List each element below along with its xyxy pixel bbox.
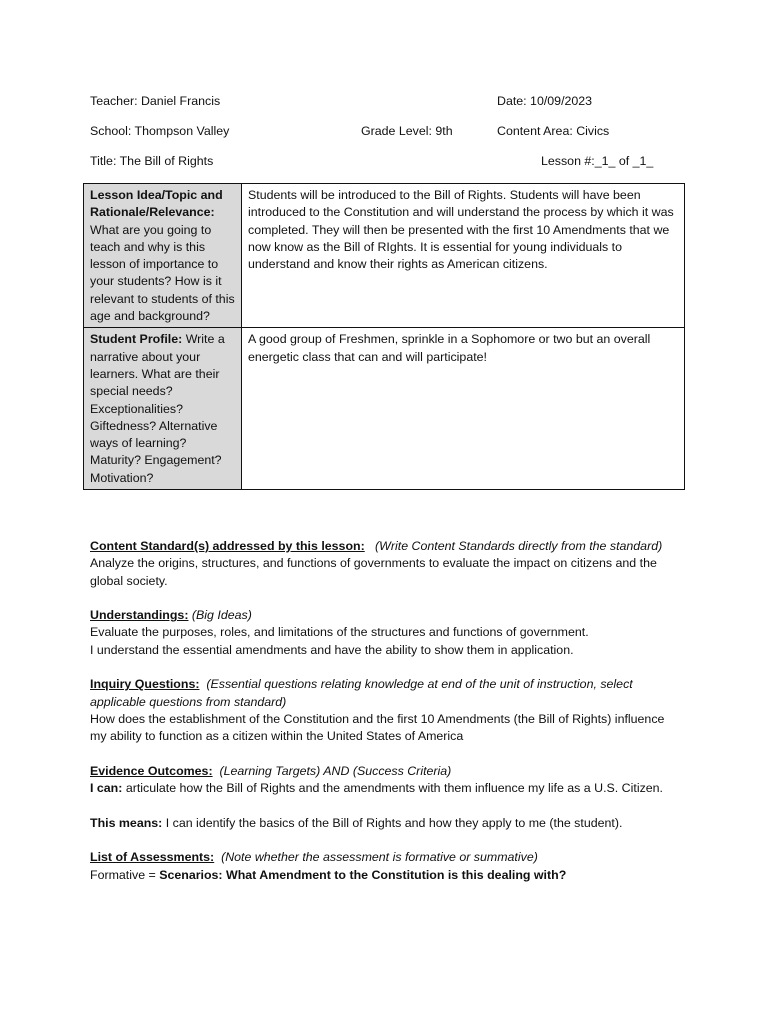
understandings-line: Evaluate the purposes, roles, and limitations of the structures and functions of government. — [90, 625, 589, 640]
assessments-section — [90, 849, 680, 884]
date-field: Date: 10/09/2023 — [497, 94, 593, 108]
lesson-idea-answer: Students will be introduced to the Bill of Rights. Students will have been introduced to the Constitution and will understand the process by which it was completed. They will then be presented with the first 10 Amendments that we now know as the Bill of RIghts. It is essential for young individuals to understand and know their rights as American citizens. — [242, 184, 685, 328]
formative-label: Formative = — [90, 867, 160, 882]
formative-text: Scenarios: What Amendment to the Constitution is this dealing with? — [159, 867, 567, 882]
this-means-label: This means: — [90, 815, 163, 830]
lesson-idea-prompt-text: What are you going to teach and why is this lesson of importance to your students? How is it relevant to students of this age and background? — [90, 222, 235, 324]
content-standard-section — [90, 538, 680, 590]
understandings-hint: (Big Ideas) — [191, 608, 252, 623]
student-profile-answer: A good group of Freshmen, sprinkle in a Sophomore or two but an overall energetic class that can and will participate! — [242, 328, 685, 490]
understandings-line: I understand the essential amendments and have the ability to show them in application. — [90, 642, 574, 657]
title-field: Title: The Bill of Rights — [90, 154, 214, 168]
understandings-heading: Understandings: — [90, 608, 189, 623]
assessments-heading: List of Assessments: — [90, 850, 215, 865]
inquiry-section — [90, 676, 680, 745]
assessments-hint: (Note whether the assessment is formative or summative) — [221, 850, 538, 865]
understandings-section — [90, 607, 680, 659]
content-standard-hint: (Write Content Standards directly from the standard) — [375, 539, 663, 553]
inquiry-text: How does the establishment of the Constitution and the first 10 Amendments (the Bill of Rights) influence my ability to function as a citizen within the United States of America — [90, 711, 665, 744]
lesson-number-field: Lesson #:_1_ of _1_ — [541, 154, 654, 168]
evidence-heading: Evidence Outcomes: — [90, 763, 213, 778]
lesson-table — [83, 183, 685, 490]
evidence-section — [90, 763, 680, 798]
lesson-idea-label: Lesson Idea/Topic and Rationale/Relevance: — [90, 188, 223, 220]
table-row — [84, 184, 685, 328]
this-means-text: I can identify the basics of the Bill of Rights and how they apply to me (the student). — [162, 815, 623, 830]
ican-text: articulate how the Bill of Rights and the amendments with them influence my life as a U.S. Citizen. — [122, 781, 664, 796]
ican-label: I can: — [90, 781, 123, 796]
grade-level-field: Grade Level: 9th — [361, 124, 453, 138]
this-means-section — [90, 815, 680, 832]
table-row — [84, 328, 685, 490]
inquiry-heading: Inquiry Questions: — [90, 677, 200, 692]
lesson-body — [90, 538, 680, 901]
student-profile-label: Student Profile: — [90, 332, 183, 347]
student-profile-prompt-text: Write a narrative about your learners. What are their special needs? Exceptionalities? Giftedness? Alternative ways of learning? Maturity? Engagement? Motivation? — [90, 332, 225, 485]
lesson-idea-prompt — [84, 184, 242, 328]
content-area-field: Content Area: Civics — [497, 124, 610, 138]
student-profile-prompt — [84, 328, 242, 490]
content-standard-text: Analyze the origins, structures, and functions of governments to evaluate the impact on citizens and the global society. — [90, 556, 657, 588]
inquiry-hint: (Essential questions relating knowledge at end of the unit of instruction, select applicable questions from standard) — [90, 677, 633, 709]
evidence-hint: (Learning Targets) AND (Success Criteria) — [219, 763, 452, 778]
school-field: School: Thompson Valley — [90, 124, 230, 138]
content-standard-heading: Content Standard(s) addressed by this lesson: — [90, 539, 365, 553]
teacher-field: Teacher: Daniel Francis — [90, 94, 221, 108]
